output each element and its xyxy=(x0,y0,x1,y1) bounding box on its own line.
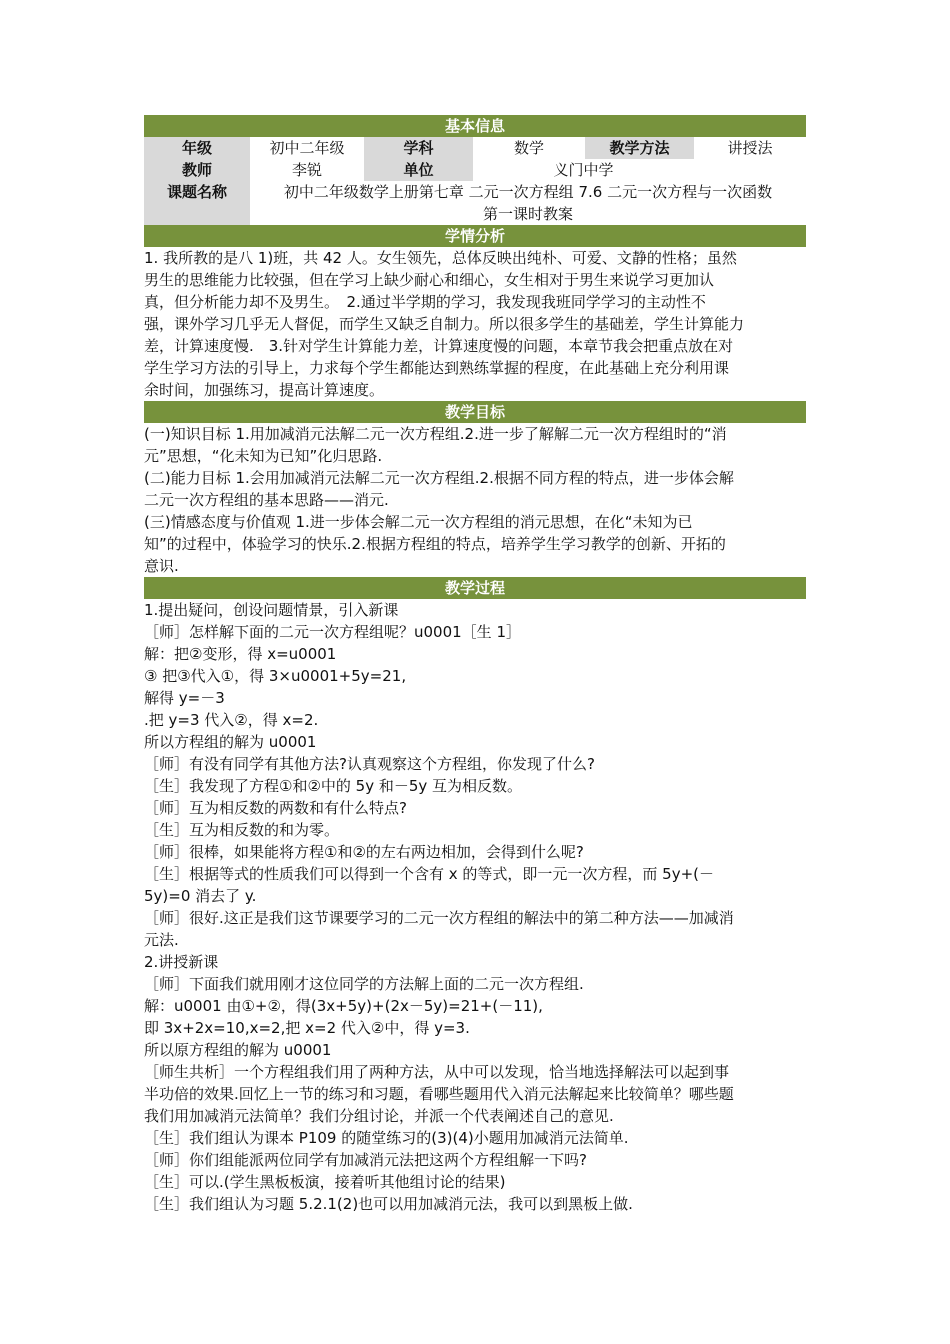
process-header: 教学过程 xyxy=(144,577,806,599)
basic-info-header: 基本信息 xyxy=(144,115,806,137)
analysis-line: 学生学习方法的引导上，力求每个学生都能达到熟练掌握的程度，在此基础上充分利用课 xyxy=(144,359,730,377)
process-line: ［生］可以.(学生黑板板演，接着听其他组讨论的结果) xyxy=(144,1173,506,1191)
subject-label: 学科 xyxy=(364,137,473,159)
process-line: ［师］怎样解下面的二元一次方程组呢？u0001［生 1］ xyxy=(144,623,521,641)
analysis-line: 余时间，加强练习，提高计算速度。 xyxy=(144,381,385,399)
goals-line: 元”思想，“化未知为已知”化归思路. xyxy=(144,447,383,465)
process-line: ［师生共析］一个方程组我们用了两种方法，从中可以发现，恰当地选择解法可以起到事 xyxy=(144,1063,730,1081)
goals-line: (三)情感态度与价值观 1.进一步体会解二元一次方程组的消元思想，在化“未知为已 xyxy=(144,513,693,531)
teacher-value: 李锐 xyxy=(291,161,322,179)
analysis-body xyxy=(144,247,806,401)
process-line: ［师］下面我们就用刚才这位同学的方法解上面的二元一次方程组. xyxy=(144,975,584,993)
lesson-plan-document xyxy=(144,115,806,1215)
method-label: 教学方法 xyxy=(585,137,694,159)
goals-line: 知”的过程中，体验学习的快乐.2.根据方程组的特点，培养学生学习教学的创新、开拓的 xyxy=(144,535,726,553)
analysis-line: 真，但分析能力却不及男生。 2.通过半学期的学习，我发现我班同学学习的主动性不 xyxy=(144,293,706,311)
analysis-line: 1. 我所教的是八 1)班，共 42 人。女生领先，总体反映出纯朴、可爱、文静的性格；虽然 xyxy=(144,249,737,267)
process-line: 元法. xyxy=(144,931,179,949)
analysis-line: 强，课外学习几乎无人督促，而学生又缺乏自制力。所以很多学生的基础差，学生计算能力 xyxy=(144,315,745,333)
analysis-line: 差，计算速度慢. 3.针对学生计算能力差，计算速度慢的问题，本章节我会把重点放在对 xyxy=(144,337,734,355)
goals-line: 意识. xyxy=(144,557,179,575)
topic-line-2: 第一课时教案 xyxy=(482,205,573,223)
process-line: ［生］我们组认为课本 P109 的随堂练习的(3)(4)小题用加减消元法简单. xyxy=(144,1129,629,1147)
process-line: ［师］有没有同学有其他方法?认真观察这个方程组，你发现了什么? xyxy=(144,755,595,773)
info-row-1 xyxy=(144,137,806,159)
subject-value: 数学 xyxy=(513,139,544,157)
process-line: .把 y=3 代入②，得 x=2. xyxy=(144,711,319,729)
process-line: 解得 y=－3 xyxy=(144,689,225,707)
grade-value: 初中二年级 xyxy=(269,139,345,157)
teacher-label: 教师 xyxy=(144,159,250,181)
process-line: ［生］根据等式的性质我们可以得到一个含有 x 的等式，即一元一次方程，而 5y+(－ xyxy=(144,865,715,883)
goals-header: 教学目标 xyxy=(144,401,806,423)
info-row-2 xyxy=(144,159,806,181)
goals-line: (一)知识目标 1.用加减消元法解二元一次方程组.2.进一步了解解二元一次方程组时的“消 xyxy=(144,425,727,443)
process-line: 解：把②变形，得 x=u0001 xyxy=(144,645,337,663)
analysis-line: 男生的思维能力比较强，但在学习上缺少耐心和细心，女生相对于男生来说学习更加认 xyxy=(144,271,715,289)
process-line: ③ 把③代入①，得 3×u0001+5y=21, xyxy=(144,667,407,685)
process-line: 即 3x+2x=10,x=2,把 x=2 代入②中，得 y=3. xyxy=(144,1019,470,1037)
goals-line: (二)能力目标 1.会用加减消元法解二元一次方程组.2.根据不同方程的特点，进一步体会解 xyxy=(144,469,734,487)
goals-line: 二元一次方程组的基本思路——消元. xyxy=(144,491,389,509)
process-line: 半功倍的效果.回忆上一节的练习和习题，看哪些题用代入消元法解起来比较简单？哪些题 xyxy=(144,1085,734,1103)
process-body xyxy=(144,599,806,1215)
process-line: 1.提出疑问，创设问题情景，引入新课 xyxy=(144,601,399,619)
process-line: 解：u0001 由①+②，得(3x+5y)+(2x－5y)=21+(－11), xyxy=(144,997,543,1015)
process-line: 我们用加减消元法简单？我们分组讨论，并派一个代表阐述自己的意见. xyxy=(144,1107,614,1125)
unit-label: 单位 xyxy=(364,159,473,181)
process-line: ［师］很棒，如果能将方程①和②的左右两边相加，会得到什么呢? xyxy=(144,843,584,861)
process-line: 所以原方程组的解为 u0001 xyxy=(144,1041,332,1059)
topic-label: 课题名称 xyxy=(144,181,250,225)
process-line: 5y)=0 消去了 y. xyxy=(144,887,257,905)
unit-value: 义门中学 xyxy=(553,161,614,179)
goals-body xyxy=(144,423,806,577)
grade-label: 年级 xyxy=(144,137,250,159)
process-line: ［生］我发现了方程①和②中的 5y 和－5y 互为相反数。 xyxy=(144,777,523,795)
process-line: ［生］互为相反数的和为零。 xyxy=(144,821,340,839)
process-line: ［师］互为相反数的两数和有什么特点? xyxy=(144,799,407,817)
process-line: 所以方程组的解为 u0001 xyxy=(144,733,317,751)
info-row-topic xyxy=(144,181,806,225)
process-line: ［师］你们组能派两位同学有加减消元法把这两个方程组解一下吗? xyxy=(144,1151,587,1169)
analysis-header: 学情分析 xyxy=(144,225,806,247)
topic-line-1: 初中二年级数学上册第七章 二元一次方程组 7.6 二元一次方程与一次函数 xyxy=(283,183,773,201)
process-line: 2.讲授新课 xyxy=(144,953,219,971)
process-line: ［生］我们组认为习题 5.2.1(2)也可以用加减消元法，我可以到黑板上做. xyxy=(144,1195,633,1213)
process-line: ［师］很好.这正是我们这节课要学习的二元一次方程组的解法中的第二种方法——加减消 xyxy=(144,909,734,927)
method-value: 讲授法 xyxy=(727,139,773,157)
topic-value xyxy=(250,181,806,225)
